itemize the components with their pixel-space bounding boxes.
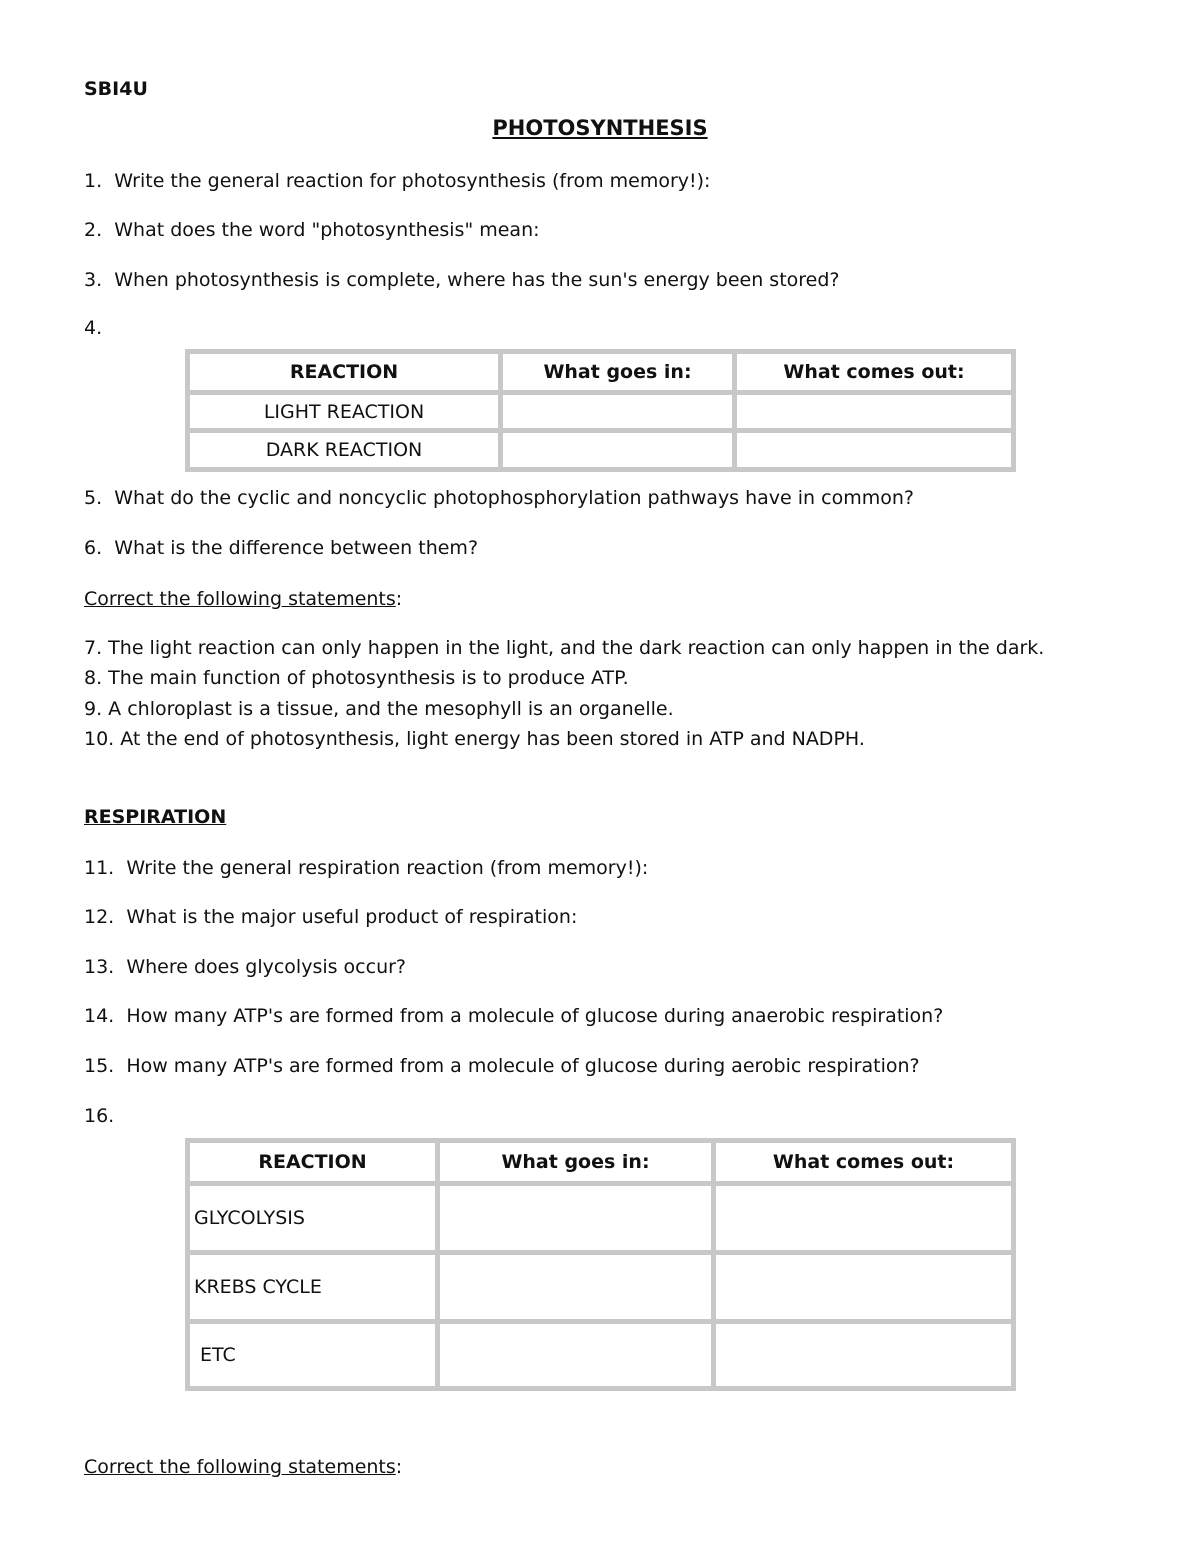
table-header-cell: What goes in: <box>503 354 737 395</box>
heading-text: Correct the following statements <box>84 588 396 610</box>
question-text: Where does glycolysis occur? <box>126 956 407 978</box>
question-number: 5. <box>84 487 103 509</box>
statement-9: 9. A chloroplast is a tissue, and the mesophyll is an organelle. <box>84 698 674 720</box>
question-text: What is the major useful product of respiration: <box>126 906 578 928</box>
heading-text: Correct the following statements <box>84 1456 396 1478</box>
answer-cell[interactable] <box>440 1255 716 1324</box>
table-header-cell: REACTION <box>190 354 503 395</box>
question-2 <box>84 218 540 242</box>
question-number: 13. <box>84 956 115 978</box>
question-text: Write the general reaction for photosynthesis (from memory!): <box>114 170 711 192</box>
question-12 <box>84 905 577 929</box>
answer-cell[interactable] <box>737 433 1011 467</box>
question-5 <box>84 486 914 510</box>
question-number: 4. <box>84 317 103 339</box>
table-cell: KREBS CYCLE <box>190 1255 440 1324</box>
question-text: When photosynthesis is complete, where has the sun's energy been stored? <box>114 269 840 291</box>
question-text: How many ATP's are formed from a molecule of glucose during aerobic respiration? <box>126 1055 920 1077</box>
answer-cell[interactable] <box>716 1324 1011 1386</box>
answer-cell[interactable] <box>440 1186 716 1255</box>
question-15 <box>84 1054 920 1078</box>
question-number: 3. <box>84 269 103 291</box>
course-code: SBI4U <box>84 78 148 100</box>
table-header-row <box>190 354 1011 395</box>
question-text: What does the word "photosynthesis" mean: <box>114 219 540 241</box>
table-cell: ETC <box>190 1324 440 1386</box>
answer-cell[interactable] <box>737 395 1011 433</box>
question-number: 2. <box>84 219 103 241</box>
table-header-cell: What comes out: <box>737 354 1011 395</box>
table-row <box>190 1255 1011 1324</box>
answer-cell[interactable] <box>716 1186 1011 1255</box>
question-3 <box>84 268 840 292</box>
question-14 <box>84 1004 943 1028</box>
table-header-cell: What goes in: <box>440 1143 716 1186</box>
question-number: 11. <box>84 857 115 879</box>
question-text: What is the difference between them? <box>114 537 479 559</box>
question-16 <box>84 1104 114 1128</box>
table-row <box>190 1186 1011 1255</box>
question-number: 12. <box>84 906 115 928</box>
respiration-reaction-table <box>185 1138 1016 1391</box>
question-11 <box>84 856 648 880</box>
question-text: Write the general respiration reaction (from memory!): <box>126 857 649 879</box>
table-row <box>190 1324 1011 1386</box>
table-row <box>190 395 1011 433</box>
statement-7: 7. The light reaction can only happen in the light, and the dark reaction can only happen in the dark. <box>84 637 1045 659</box>
question-number: 16. <box>84 1105 115 1127</box>
photosynthesis-reaction-table <box>185 349 1016 472</box>
correct-statements-heading: Correct the following statements: <box>84 588 403 610</box>
answer-cell[interactable] <box>503 433 737 467</box>
table-header-cell: What comes out: <box>716 1143 1011 1186</box>
table-cell: DARK REACTION <box>190 433 503 467</box>
page-title: PHOTOSYNTHESIS <box>492 116 708 140</box>
question-number: 6. <box>84 537 103 559</box>
question-number: 1. <box>84 170 103 192</box>
table-cell: GLYCOLYSIS <box>190 1186 440 1255</box>
statement-10: 10. At the end of photosynthesis, light energy has been stored in ATP and NADPH. <box>84 728 865 750</box>
table-row <box>190 433 1011 467</box>
answer-cell[interactable] <box>503 395 737 433</box>
table-header-row <box>190 1143 1011 1186</box>
statement-8: 8. The main function of photosynthesis is to produce ATP. <box>84 667 629 689</box>
correct-statements-heading: Correct the following statements: <box>84 1456 403 1478</box>
question-number: 14. <box>84 1005 115 1027</box>
question-1 <box>84 169 710 193</box>
question-4 <box>84 316 102 340</box>
table-header-cell: REACTION <box>190 1143 440 1186</box>
section-title-respiration: RESPIRATION <box>84 806 227 828</box>
question-number: 15. <box>84 1055 115 1077</box>
table-cell: LIGHT REACTION <box>190 395 503 433</box>
answer-cell[interactable] <box>440 1324 716 1386</box>
question-text: How many ATP's are formed from a molecule of glucose during anaerobic respiration? <box>126 1005 944 1027</box>
question-text: What do the cyclic and noncyclic photophosphorylation pathways have in common? <box>114 487 914 509</box>
question-13 <box>84 955 406 979</box>
answer-cell[interactable] <box>716 1255 1011 1324</box>
question-6 <box>84 536 478 560</box>
